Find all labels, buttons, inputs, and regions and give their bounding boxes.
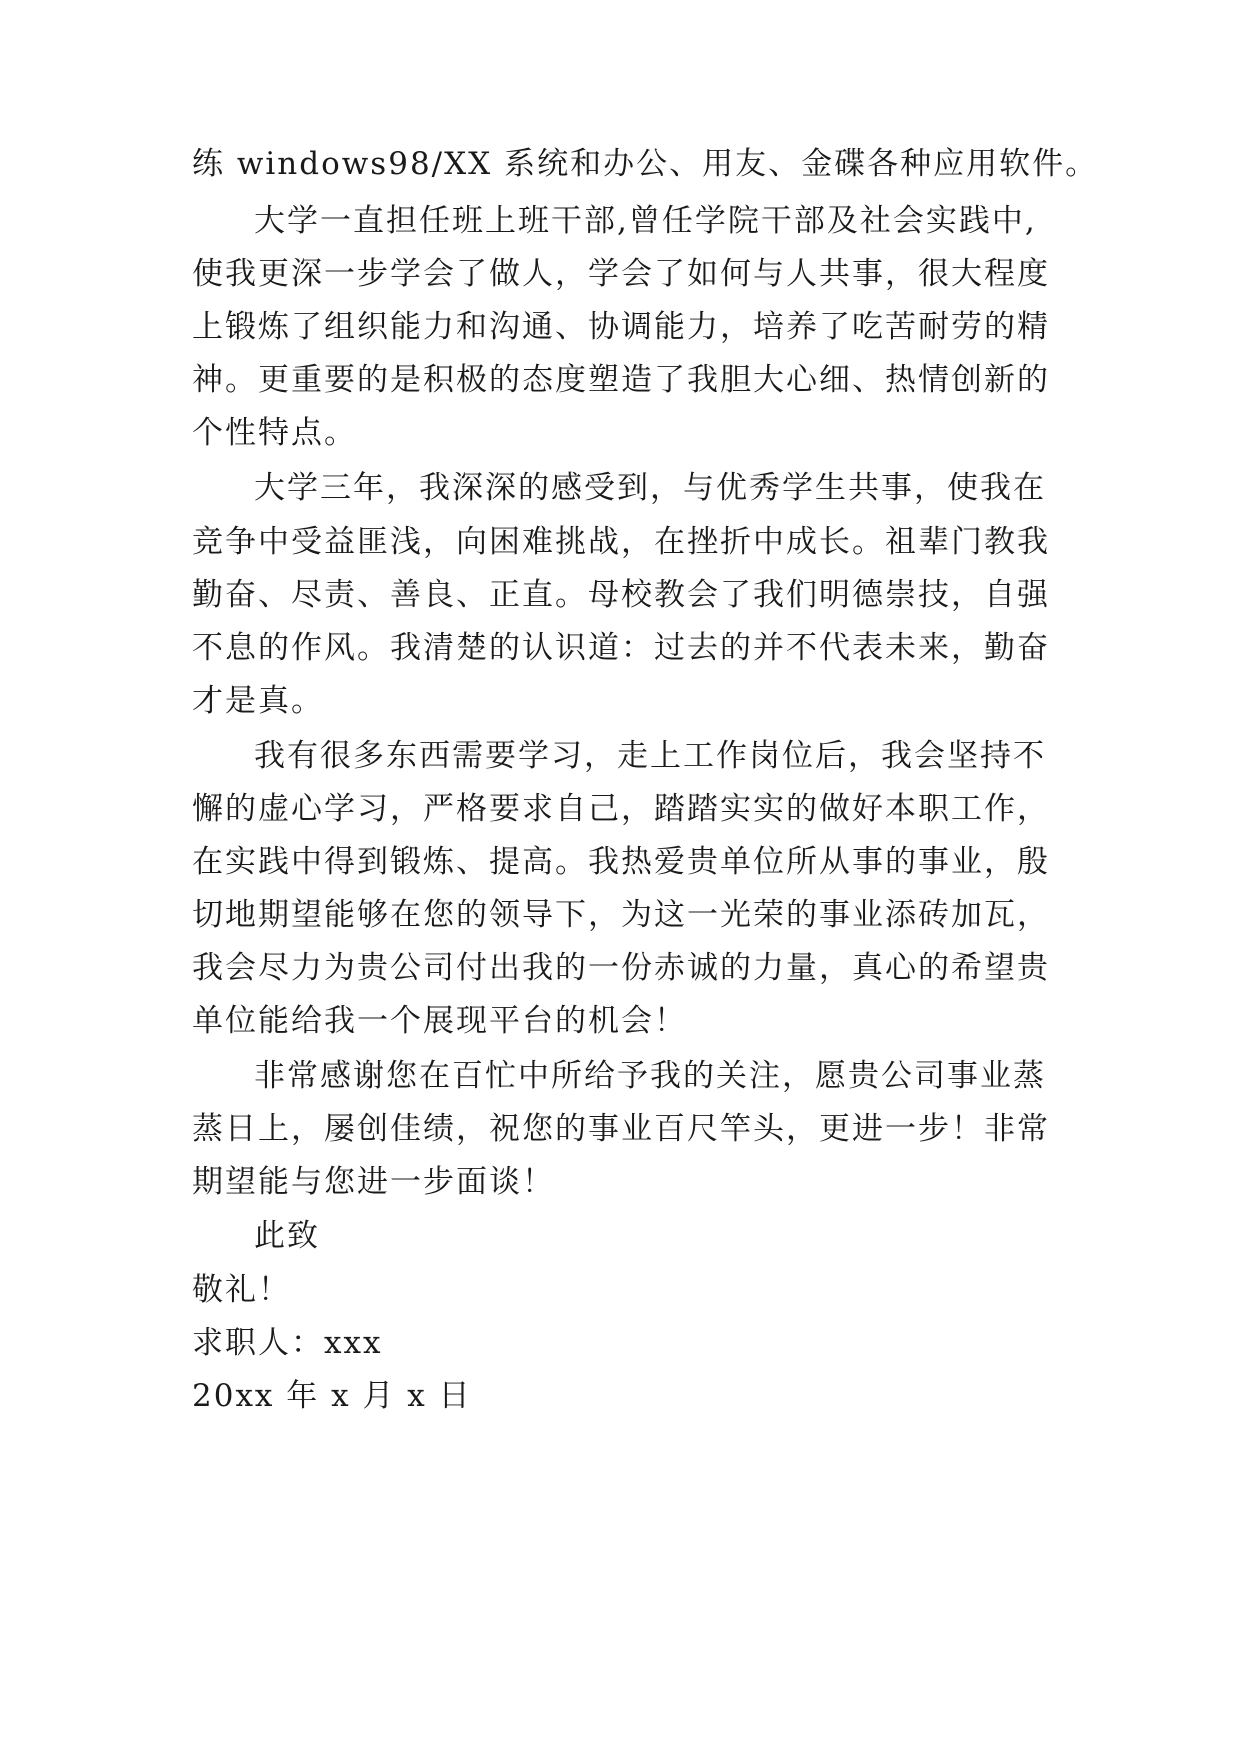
text-line: 神。更重要的是积极的态度塑造了我胆大心细、热情创新的 — [192, 362, 1050, 398]
text-line: 我有很多东西需要学习，走上工作岗位后，我会坚持不 — [254, 738, 1046, 774]
text-line: 大学一直担任班上班干部,曾任学院干部及社会实践中, — [254, 203, 1037, 239]
text-line: 使我更深一步学会了做人，学会了如何与人共事，很大程度 — [192, 256, 1050, 292]
text-line: 上锻炼了组织能力和沟通、协调能力，培养了吃苦耐劳的精 — [192, 309, 1050, 345]
date-line: 20xx 年 x 月 x 日 — [192, 1378, 472, 1414]
text-line: 蒸日上，屡创佳绩，祝您的事业百尺竿头，更进一步！非常 — [192, 1111, 1050, 1147]
text-line: 懈的虚心学习，严格要求自己，踏踏实实的做好本职工作， — [192, 791, 1050, 827]
text-line: 非常感谢您在百忙中所给予我的关注，愿贵公司事业蒸 — [254, 1058, 1046, 1094]
text-line: 竞争中受益匪浅，向困难挑战，在挫折中成长。祖辈门教我 — [192, 524, 1050, 560]
signature-line: 求职人：xxx — [192, 1325, 383, 1361]
text-line: 大学三年，我深深的感受到，与优秀学生共事，使我在 — [254, 470, 1046, 506]
text-line: 才是真。 — [192, 683, 324, 719]
text-line: 切地期望能够在您的领导下，为这一光荣的事业添砖加瓦， — [192, 897, 1050, 933]
salutation-line: 敬礼！ — [192, 1272, 291, 1308]
text-line: 练 windows98/XX 系统和办公、用友、金碟各种应用软件。 — [192, 146, 1099, 182]
text-line: 个性特点。 — [192, 415, 357, 451]
closing-line: 此致 — [254, 1218, 320, 1254]
text-line: 我会尽力为贵公司付出我的一份赤诚的力量，真心的希望贵 — [192, 950, 1050, 986]
text-line: 单位能给我一个展现平台的机会！ — [192, 1003, 687, 1039]
text-line: 期望能与您进一步面谈！ — [192, 1164, 555, 1200]
text-line: 不息的作风。我清楚的认识道：过去的并不代表未来，勤奋 — [192, 630, 1050, 666]
text-line: 勤奋、尽责、善良、正直。母校教会了我们明德崇技，自强 — [192, 577, 1050, 613]
text-line: 在实践中得到锻炼、提高。我热爱贵单位所从事的事业，殷 — [192, 844, 1050, 880]
